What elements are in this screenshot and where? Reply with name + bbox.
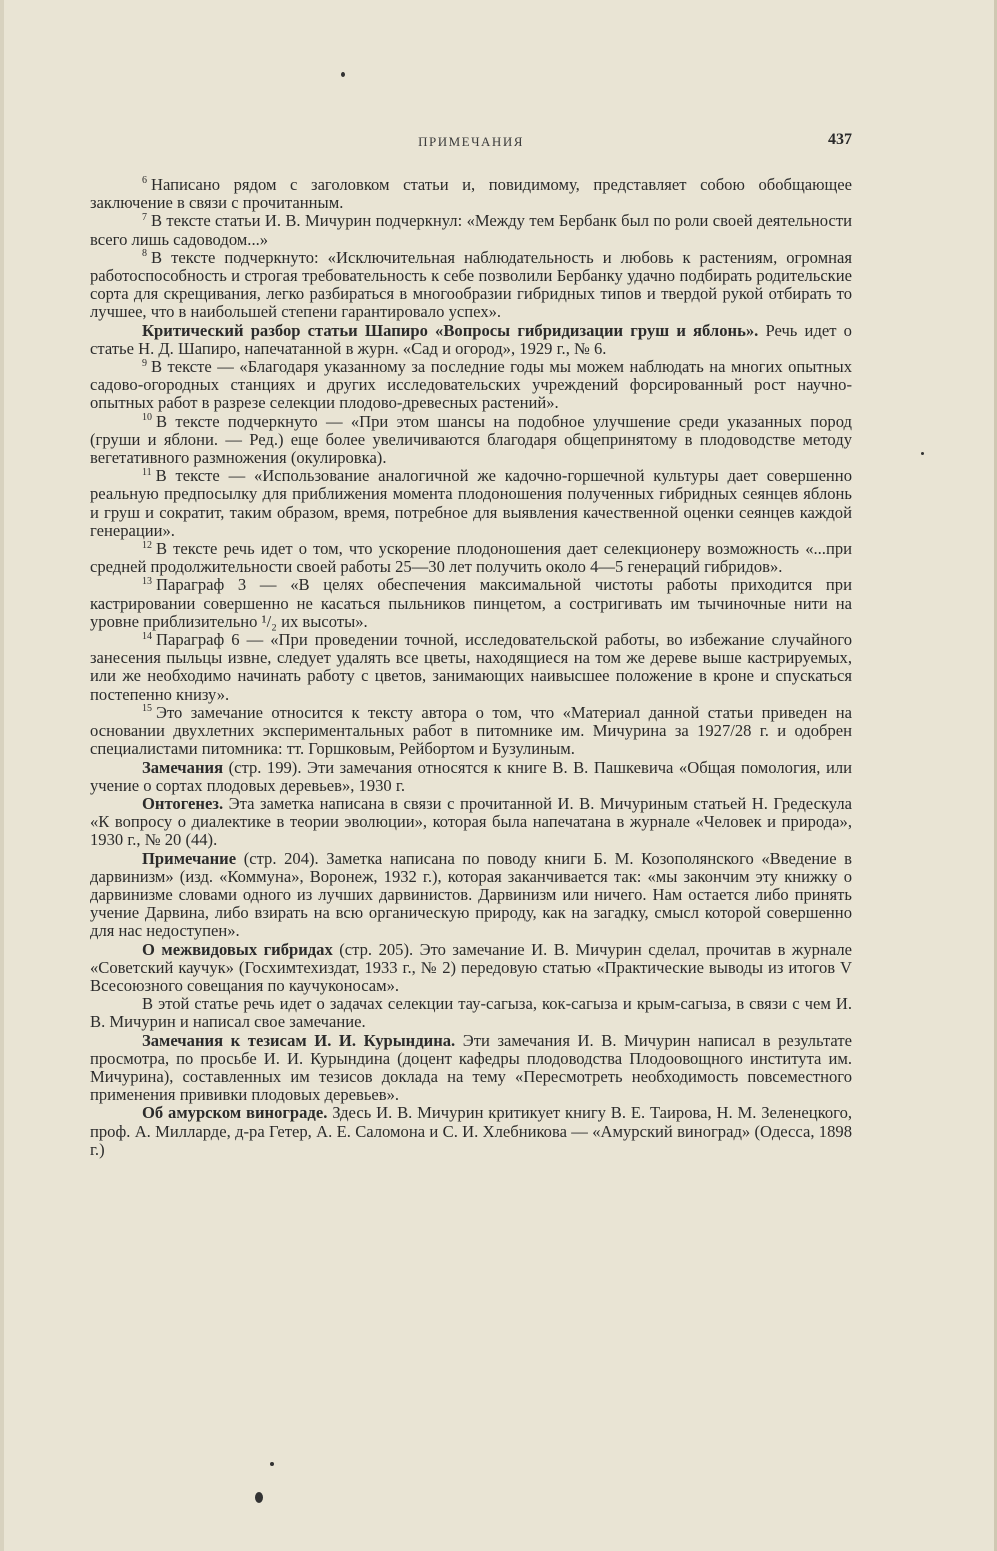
note-14: [90, 631, 852, 704]
note-text: Написано рядом с заголовком статьи и, повидимому, представляет собою обобщающее заключение в связи с прочитанным.: [90, 175, 852, 213]
footnote-marker: 11: [142, 466, 152, 478]
note-heading: О межвидовых гибридах: [142, 939, 333, 959]
note-zamechaniya: [90, 759, 852, 795]
note-mezhvidovye-gibridy: [90, 941, 852, 996]
note-text: Параграф 3 — «В целях обеспечения максимальной чистоты работы приходится при кастрировании совершенно не касаться пыльников пинцетом, а состригивать им тычиночные нити на уровне приблизительно ¹/₂ их высоты».: [90, 575, 852, 631]
note-13: [90, 576, 852, 631]
note-text: Речь идет о статье Н. Д. Шапиро, напечатанной в журн. «Сад и огород», 1929 г., № 6.: [90, 320, 852, 358]
note-11: [90, 467, 852, 540]
speck-mark: [921, 452, 924, 455]
note-text: В тексте подчеркнуто — «При этом шансы на подобное улучшение среди указанных пород (груши и яблони. — Ред.) еще более увеличиваются благодаря общепринятому в плодоводстве методу вегетативного размножения (окулировка).: [90, 411, 852, 468]
note-amur-grape: [90, 1104, 852, 1159]
note-text: Эта заметка написана в связи с прочитанной И. В. Мичуриным статьей Н. Гредескула «К вопросу о диалектике в теории эволюции», которая была напечатана в журнале «Человек и природа», 1930 г., № 20 (44).: [90, 793, 852, 850]
note-heading: Замечания к тезисам И. И. Курындина.: [142, 1030, 456, 1050]
note-heading: Замечания: [142, 757, 224, 777]
note-heading: Об амурском винограде.: [142, 1103, 328, 1123]
note-heading: Примечание: [142, 848, 237, 868]
note-text: В тексте статьи И. В. Мичурин подчеркнул: «Между тем Бербанк был по роли своей деятельности всего лишь садоводом...»: [90, 211, 852, 249]
footnote-marker: 9: [142, 357, 147, 369]
note-kuryndin-theses: [90, 1032, 852, 1105]
note-primechanie: [90, 850, 852, 941]
page-number: 437: [828, 131, 852, 148]
note-text: В тексте речь идет о том, что ускорение плодоношения дает селекционеру возможность «...при средней продолжительности своей работы 25—30 лет получить около 4—5 генераций гибридов».: [90, 539, 852, 577]
note-text: В тексте — «Благодаря указанному за последние годы мы можем наблюдать на многих опытных садово-огородных станциях и других исследовательских учреждений форсированный рост научно-опытных работ в разрезе селекции плодово-древесных растений».: [90, 357, 852, 413]
note-7: [90, 212, 852, 248]
note-text: Это замечание относится к тексту автора о том, что «Материал данной статьи приведен на основании двухлетних экспериментальных работ в питомнике им. Мичурина за 1927/28 г. и одобрен специалистами питомника: тт. Горшковым, Рейбортом и Бузулиным.: [90, 702, 852, 759]
note-text: В тексте подчеркнуто: «Исключительная наблюдательность и любовь к растениям, огромная работоспособность и строгая требовательность к себе позволили Бербанку удачно подбирать родительские сорта для скрещивания, легко разбираться в многообразии гибридных типов и твердой рукой отбирать то лучшее, что в наибольшей степени гарантировало успех».: [90, 247, 852, 322]
note-8: [90, 249, 852, 322]
speck-mark: [270, 1462, 274, 1466]
note-9: [90, 358, 852, 413]
running-title: ПРИМЕЧАНИЯ: [418, 134, 524, 149]
note-heading: Критический разбор статьи Шапиро «Вопросы гибридизации груш и яблонь».: [142, 320, 759, 340]
note-text: (стр. 199). Эти замечания относятся к книге В. В. Пашкевича «Общая помология, или учение о сортах плодовых деревьев», 1930 г.: [90, 757, 852, 795]
footnote-marker: 8: [142, 248, 147, 260]
note-text: В тексте — «Использование аналогичной же кадочно-горшечной культуры дает совершенно реальную предпосылку для приближения момента плодоношения полученных гибридных сеянцев яблонь и груш и сократит, таким образом, время, потребное для выявления качественной оценки сеянцев каждой генерации».: [90, 466, 852, 540]
note-10: [90, 413, 852, 468]
page-header: [90, 131, 852, 155]
note-12: [90, 540, 852, 576]
note-heading: Онтогенез.: [142, 793, 224, 813]
note-15: [90, 704, 852, 759]
note-text: (стр. 205). Это замечание И. В. Мичурин сделал, прочитав в журнале «Советский каучук» (Госхимтехиздат, 1933 г., № 2) передовую статью «Практические выводы из итогов V Всесоюзного совещания по каучуконосам».: [90, 939, 852, 995]
note-text: Параграф 6 — «При проведении точной, исследовательской работы, во избежание случайного занесения пыльцы извне, следует удалять все цветы, находящиеся на том же дереве выше кастрируемых, или же необходимо начинать работу с цветов, занимающих наивысшее положение в кроне и спускаться постепенно книзу».: [90, 630, 852, 704]
note-text: Эти замечания И. В. Мичурин написал в результате просмотра, по просьбе И. И. Курындина (доцент кафедры плодоводства Плодоовощного института им. Мичурина), составленных им тезисов доклада на тему «Пересмотреть необходимость повсеместного применения прививки плодовых деревьев».: [90, 1030, 852, 1105]
footnote-marker: 7: [142, 211, 147, 223]
footnote-marker: 12: [142, 539, 152, 551]
note-ontogenez: [90, 795, 852, 850]
note-6: [90, 176, 852, 212]
notes-section: [90, 176, 852, 1159]
note-text: Здесь И. В. Мичурин критикует книгу В. Е. Таирова, Н. М. Зеленецкого, проф. А. Милларде, д-ра Гетер, А. Е. Саломона и С. И. Хлебникова — «Амурский виноград» (Одесса, 1898 г.): [90, 1103, 853, 1159]
note-shapiro-critique: [90, 322, 852, 358]
footnote-marker: 10: [142, 412, 152, 424]
speck-mark: [341, 72, 345, 77]
footnote-marker: 15: [142, 703, 152, 715]
footnote-marker: 13: [142, 575, 152, 587]
note-tau-sagyz: [90, 995, 852, 1031]
note-text: (стр. 204). Заметка написана по поводу книги Б. М. Козополянского «Введение в дарвинизм» (изд. «Коммуна», Воронеж, 1932 г.), которая заканчивается так: «мы закончим эту книжку о дарвинизме словами одного из лучших дарвинистов. Дарвинизм или ничего. Нам остается либо принять учение Дарвина, либо взирать на всю органическую природу, как на загадку, смысл которой совершенно для нас недоступен».: [90, 848, 852, 941]
footnote-marker: 6: [142, 175, 147, 187]
note-text: В этой статье речь идет о задачах селекции тау-сагыза, кок-сагыза и крым-сагыза, в связи с чем И. В. Мичурин и написал свое замечание.: [90, 994, 852, 1032]
speck-mark: [255, 1492, 263, 1503]
footnote-marker: 14: [142, 630, 152, 642]
